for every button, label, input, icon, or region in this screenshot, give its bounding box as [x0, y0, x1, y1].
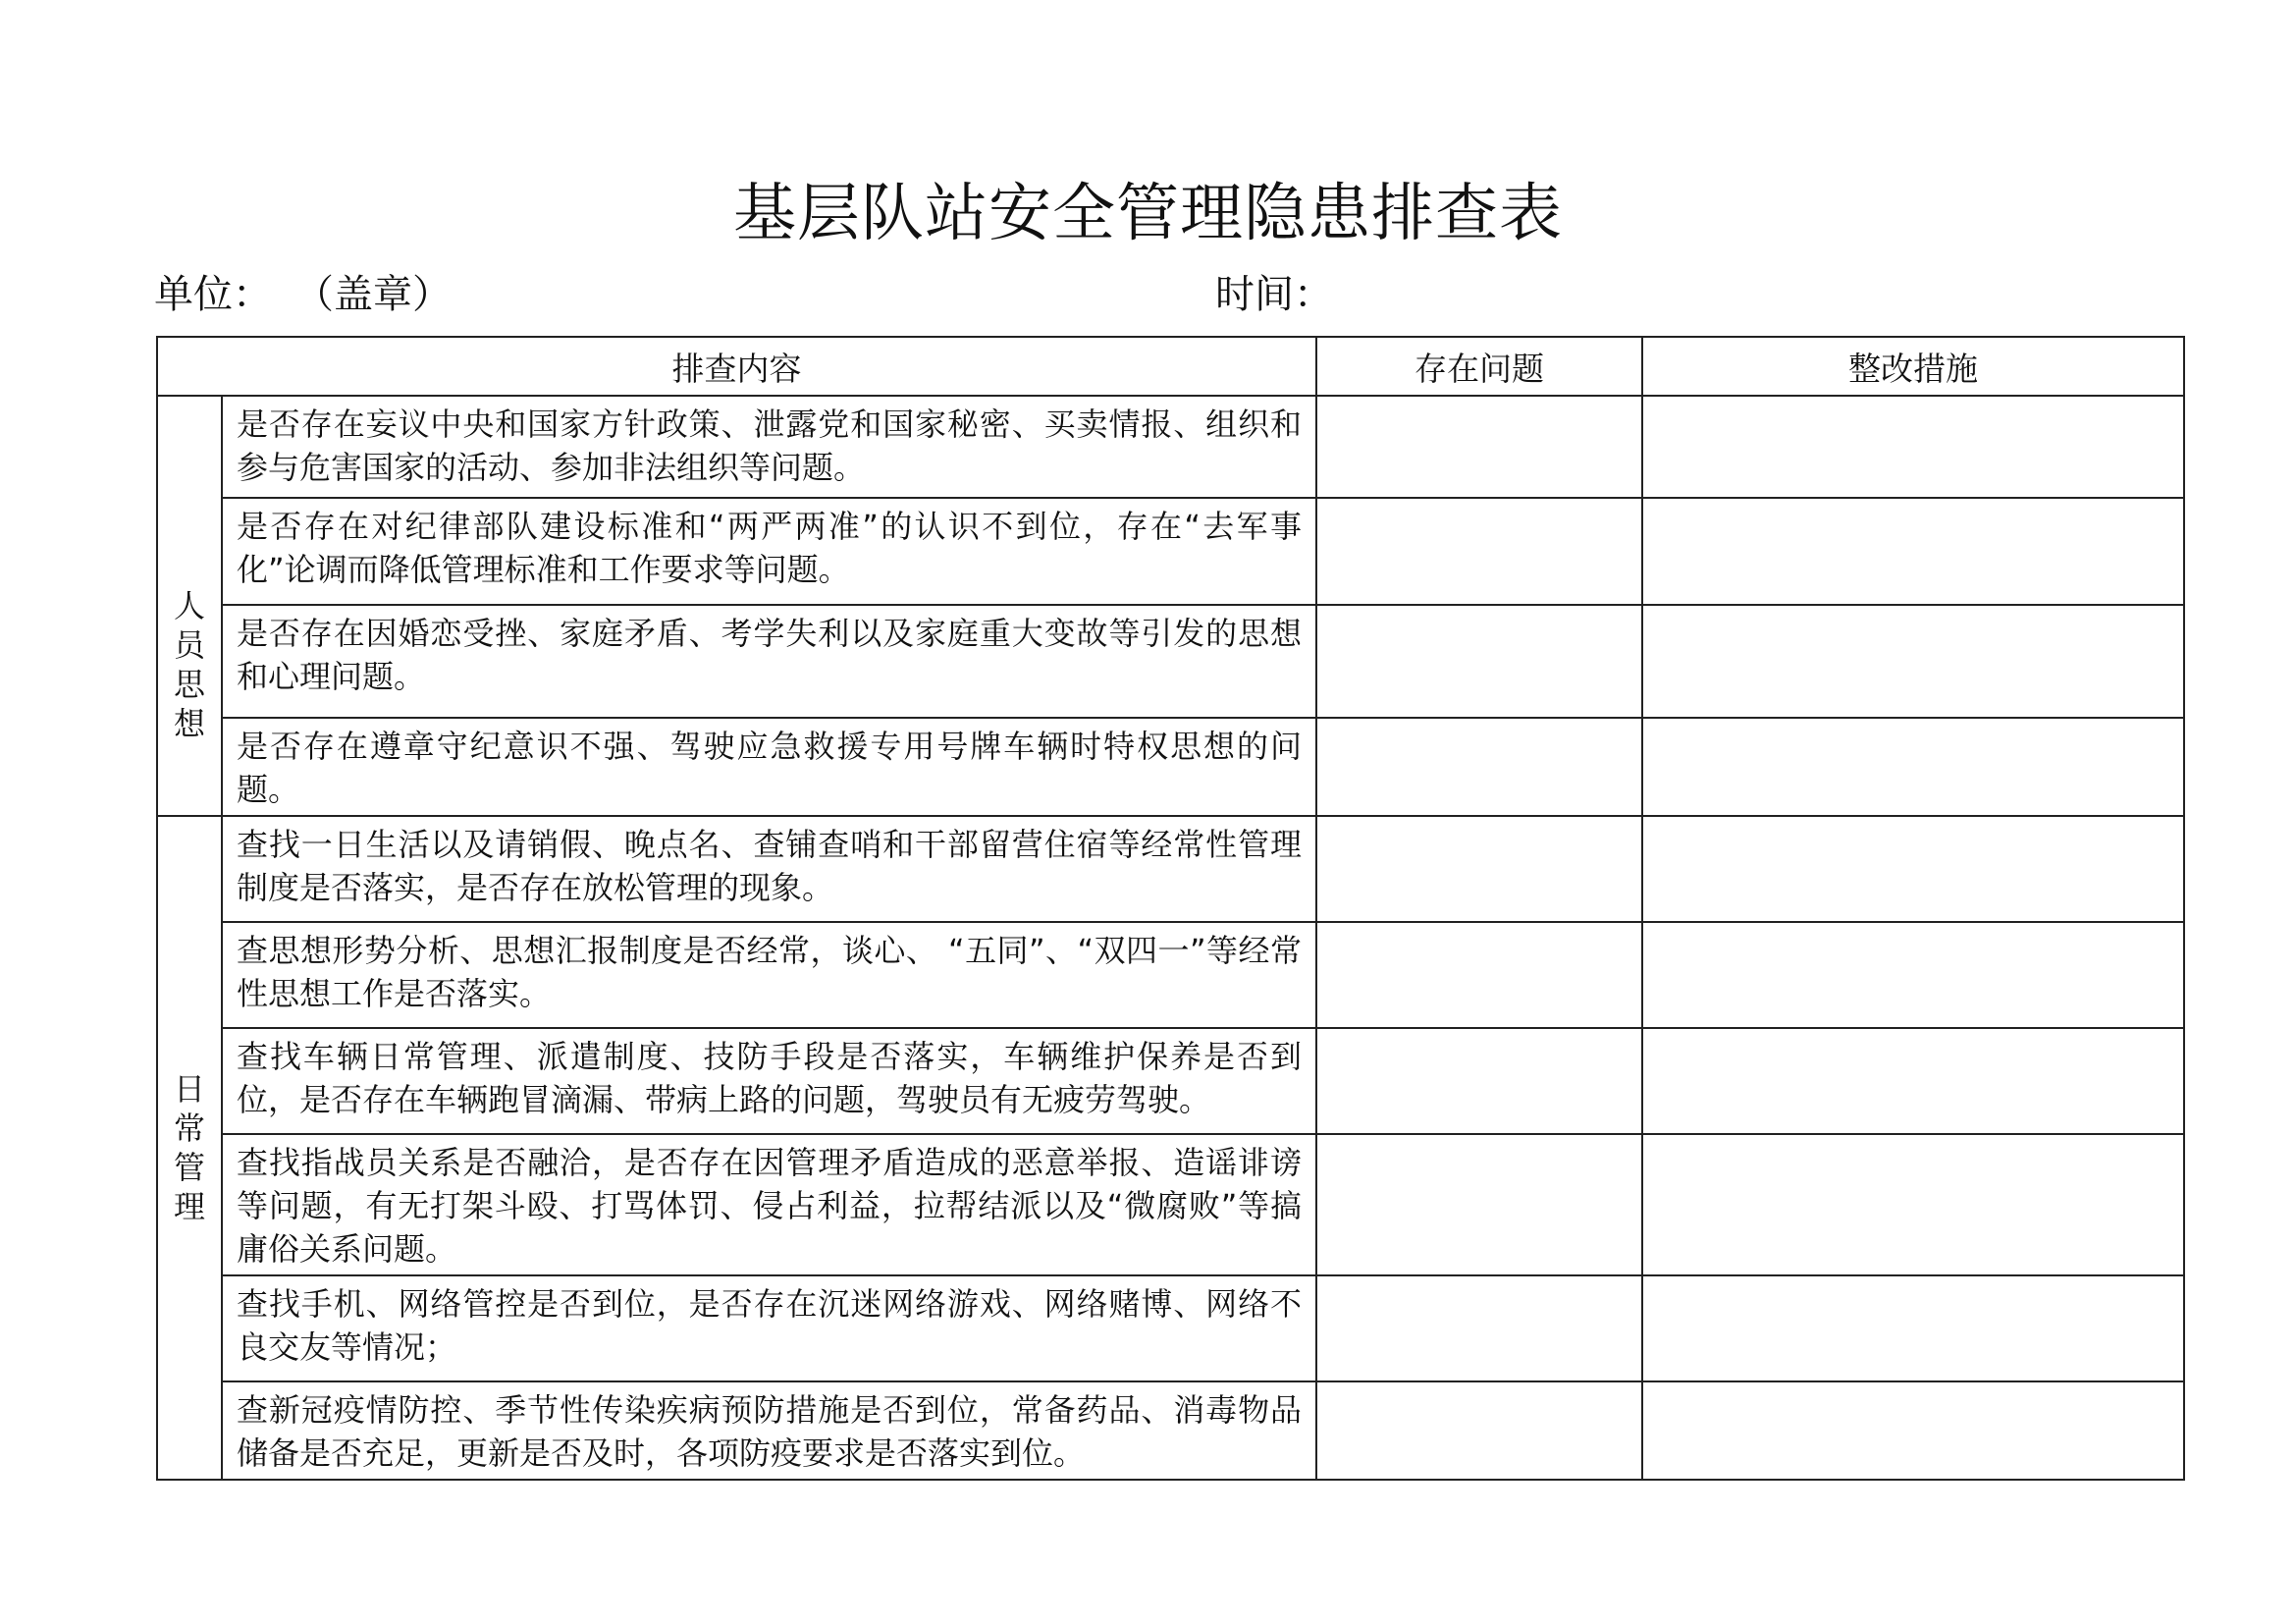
- table-row: [157, 1028, 2184, 1134]
- unit-label: 单位：: [154, 272, 272, 317]
- item-content: 查找手机、网络管控是否到位，是否存在沉迷网络游戏、网络赌博、网络不良交友等情况；: [222, 1275, 1316, 1381]
- table-row: [157, 922, 2184, 1028]
- category-label: 日常管理: [173, 1070, 205, 1225]
- table-row: [157, 1134, 2184, 1275]
- problem-cell[interactable]: [1316, 605, 1642, 718]
- fix-cell[interactable]: [1642, 1381, 2184, 1480]
- problem-cell[interactable]: [1316, 1381, 1642, 1480]
- table-row: [157, 396, 2184, 498]
- fix-cell[interactable]: [1642, 1028, 2184, 1134]
- table-row: [157, 1381, 2184, 1480]
- inspection-table: [156, 336, 2185, 1481]
- table-row: [157, 498, 2184, 605]
- table-header-row: [157, 337, 2184, 396]
- table-row: [157, 1275, 2184, 1381]
- problem-cell[interactable]: [1316, 922, 1642, 1028]
- document-title: 基层队站安全管理隐患排查表: [733, 178, 1563, 250]
- category-daily-management: [157, 816, 222, 1480]
- item-content: 查找车辆日常管理、派遣制度、技防手段是否落实，车辆维护保养是否到位，是否存在车辆跑冒滴漏、带病上路的问题，驾驶员有无疲劳驾驶。: [222, 1028, 1316, 1134]
- problem-cell[interactable]: [1316, 816, 1642, 922]
- header-content: 排查内容: [157, 337, 1316, 396]
- fix-cell[interactable]: [1642, 1275, 2184, 1381]
- item-content: 查找一日生活以及请销假、晚点名、查铺查哨和干部留营住宿等经常性管理制度是否落实，是否存在放松管理的现象。: [222, 816, 1316, 922]
- table-row: [157, 605, 2184, 718]
- fix-cell[interactable]: [1642, 396, 2184, 498]
- category-personnel-thought: [157, 396, 222, 816]
- problem-cell[interactable]: [1316, 498, 1642, 605]
- problem-cell[interactable]: [1316, 1028, 1642, 1134]
- item-content: 是否存在遵章守纪意识不强、驾驶应急救援专用号牌车辆时特权思想的问题。: [222, 718, 1316, 816]
- fix-cell[interactable]: [1642, 816, 2184, 922]
- seal-label: （盖章）: [294, 272, 452, 317]
- problem-cell[interactable]: [1316, 1134, 1642, 1275]
- fix-cell[interactable]: [1642, 1134, 2184, 1275]
- header-fix: 整改措施: [1642, 337, 2184, 396]
- item-content: 是否存在对纪律部队建设标准和“两严两准”的认识不到位，存在“去军事化”论调而降低管理标准和工作要求等问题。: [222, 498, 1316, 605]
- item-content: 是否存在因婚恋受挫、家庭矛盾、考学失利以及家庭重大变故等引发的思想和心理问题。: [222, 605, 1316, 718]
- problem-cell[interactable]: [1316, 396, 1642, 498]
- header-problem: 存在问题: [1316, 337, 1642, 396]
- fix-cell[interactable]: [1642, 498, 2184, 605]
- item-content: 查思想形势分析、思想汇报制度是否经常，谈心、 “五同”、“双四一”等经常性思想工作是否落实。: [222, 922, 1316, 1028]
- problem-cell[interactable]: [1316, 718, 1642, 816]
- table-row: [157, 816, 2184, 922]
- problem-cell[interactable]: [1316, 1275, 1642, 1381]
- table-row: [157, 718, 2184, 816]
- item-content: 查新冠疫情防控、季节性传染疾病预防措施是否到位，常备药品、消毒物品储备是否充足，更新是否及时，各项防疫要求是否落实到位。: [222, 1381, 1316, 1480]
- time-label: 时间：: [1215, 272, 1333, 317]
- fix-cell[interactable]: [1642, 605, 2184, 718]
- item-content: 查找指战员关系是否融洽，是否存在因管理矛盾造成的恶意举报、造谣诽谤等问题，有无打架斗殴、打骂体罚、侵占利益，拉帮结派以及“微腐败”等搞庸俗关系问题。: [222, 1134, 1316, 1275]
- fix-cell[interactable]: [1642, 922, 2184, 1028]
- fix-cell[interactable]: [1642, 718, 2184, 816]
- category-label: 人员思想: [173, 587, 205, 742]
- item-content: 是否存在妄议中央和国家方针政策、泄露党和国家秘密、买卖情报、组织和参与危害国家的活动、参加非法组织等问题。: [222, 396, 1316, 498]
